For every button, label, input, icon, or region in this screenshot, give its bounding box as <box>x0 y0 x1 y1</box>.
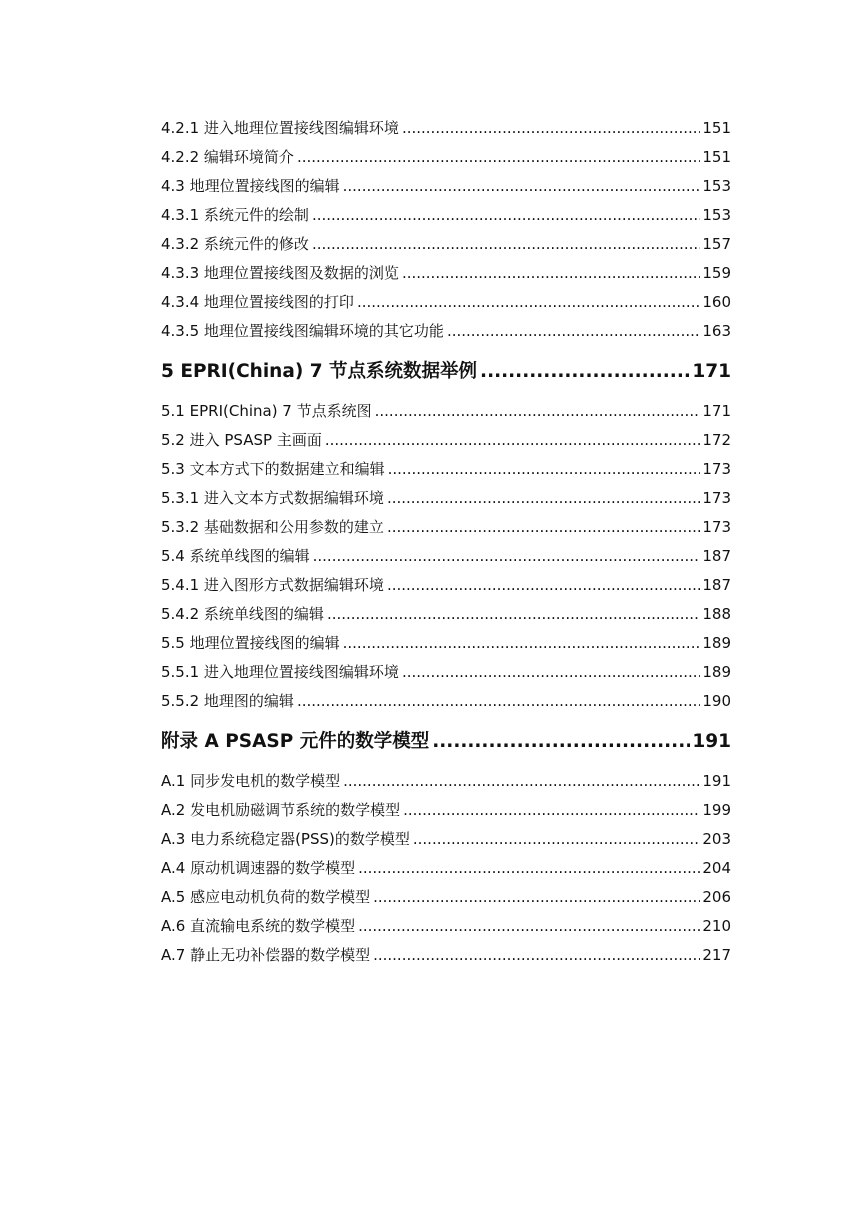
toc-entry-page: 173 <box>702 489 731 507</box>
toc-entry-5-5 <box>161 629 731 658</box>
dot-leader <box>413 825 700 854</box>
toc-entry-5-3 <box>161 455 731 484</box>
toc-entry-5-2 <box>161 426 731 455</box>
toc-entry-title: 5.4 系统单线图的编辑 <box>161 547 310 565</box>
toc-entry-page: 217 <box>702 946 731 964</box>
toc-entry-page: 171 <box>702 402 731 420</box>
toc-entry-page: 157 <box>702 235 731 253</box>
toc-entry-page: 199 <box>702 801 731 819</box>
toc-entry-title: 5.3 文本方式下的数据建立和编辑 <box>161 460 385 478</box>
dot-leader <box>358 854 700 883</box>
toc-chapter-5 <box>161 349 731 394</box>
toc-entry-title: 5.4.1 进入图形方式数据编辑环境 <box>161 576 384 594</box>
toc-entry-title: 4.3.1 系统元件的绘制 <box>161 206 309 224</box>
toc-entry-title: 5.5.2 地理图的编辑 <box>161 692 294 710</box>
toc-entry-a-7 <box>161 941 731 970</box>
toc-entry-title: A.3 电力系统稳定器(PSS)的数学模型 <box>161 830 410 848</box>
toc-entry-title: A.2 发电机励磁调节系统的数学模型 <box>161 801 401 819</box>
toc-entry-page: 151 <box>702 148 731 166</box>
dot-leader <box>325 426 701 455</box>
toc-entry-title: A.7 静止无功补偿器的数学模型 <box>161 946 371 964</box>
dot-leader <box>313 542 701 571</box>
dot-leader <box>402 114 700 143</box>
toc-entry-title: A.5 感应电动机负荷的数学模型 <box>161 888 371 906</box>
toc-entry-page: 151 <box>702 119 731 137</box>
toc-entry-page: 153 <box>702 177 731 195</box>
toc-entry-page: 204 <box>702 859 731 877</box>
toc-entry-5-4 <box>161 542 731 571</box>
toc-entry-title: A.4 原动机调速器的数学模型 <box>161 859 356 877</box>
toc-entry-5-4-2 <box>161 600 731 629</box>
dot-leader <box>357 288 700 317</box>
toc-entry-a-5 <box>161 883 731 912</box>
toc-entry-5-3-1 <box>161 484 731 513</box>
toc-entry-4-3-4 <box>161 288 731 317</box>
toc-entry-title: 4.3.3 地理位置接线图及数据的浏览 <box>161 264 399 282</box>
toc-entry-title: 5.5.1 进入地理位置接线图编辑环境 <box>161 663 399 681</box>
dot-leader <box>388 455 701 484</box>
dot-leader <box>373 883 700 912</box>
toc-entry-5-5-2 <box>161 687 731 716</box>
toc-entry-page: 189 <box>702 663 731 681</box>
toc-entry-a-2 <box>161 796 731 825</box>
dot-leader <box>403 796 700 825</box>
dot-leader <box>343 767 700 796</box>
dot-leader <box>480 349 690 394</box>
toc-entry-page: 190 <box>702 692 731 710</box>
toc-entry-title: 4.3.5 地理位置接线图编辑环境的其它功能 <box>161 322 444 340</box>
toc-entry-a-3 <box>161 825 731 854</box>
dot-leader <box>297 687 700 716</box>
table-of-contents <box>161 114 731 970</box>
dot-leader <box>312 201 700 230</box>
toc-entry-5-4-1 <box>161 571 731 600</box>
toc-chapter-title: 5 EPRI(China) 7 节点系统数据举例 <box>161 361 478 382</box>
toc-entry-page: 173 <box>702 518 731 536</box>
dot-leader <box>297 143 700 172</box>
toc-chapter-page: 171 <box>692 361 731 382</box>
dot-leader <box>312 230 700 259</box>
toc-entry-title: 5.5 地理位置接线图的编辑 <box>161 634 340 652</box>
toc-entry-page: 160 <box>702 293 731 311</box>
toc-entry-page: 210 <box>702 917 731 935</box>
toc-entry-4-3-1 <box>161 201 731 230</box>
dot-leader <box>358 912 700 941</box>
toc-entry-page: 206 <box>702 888 731 906</box>
toc-entry-page: 163 <box>702 322 731 340</box>
toc-entry-a-1 <box>161 767 731 796</box>
dot-leader <box>373 941 700 970</box>
toc-entry-4-2-2 <box>161 143 731 172</box>
toc-entry-page: 153 <box>702 206 731 224</box>
toc-entry-4-3 <box>161 172 731 201</box>
dot-leader <box>402 259 700 288</box>
toc-entry-4-3-2 <box>161 230 731 259</box>
dot-leader <box>387 513 700 542</box>
toc-entry-title: 4.2.1 进入地理位置接线图编辑环境 <box>161 119 399 137</box>
toc-entry-page: 191 <box>702 772 731 790</box>
toc-entry-4-2-1 <box>161 114 731 143</box>
toc-chapter-title: 附录 A PSASP 元件的数学模型 <box>161 731 430 752</box>
toc-entry-4-3-5 <box>161 317 731 346</box>
toc-entry-page: 172 <box>702 431 731 449</box>
toc-entry-page: 188 <box>702 605 731 623</box>
dot-leader <box>432 719 690 764</box>
dot-leader <box>402 658 700 687</box>
toc-entry-5-1 <box>161 397 731 426</box>
toc-entry-title: A.6 直流输电系统的数学模型 <box>161 917 356 935</box>
toc-entry-page: 187 <box>702 576 731 594</box>
toc-entry-4-3-3 <box>161 259 731 288</box>
toc-entry-5-5-1 <box>161 658 731 687</box>
toc-entry-title: 5.3.1 进入文本方式数据编辑环境 <box>161 489 384 507</box>
toc-entry-title: 4.3 地理位置接线图的编辑 <box>161 177 340 195</box>
toc-entry-page: 203 <box>702 830 731 848</box>
toc-entry-title: 5.4.2 系统单线图的编辑 <box>161 605 324 623</box>
dot-leader <box>375 397 701 426</box>
toc-entry-title: 4.3.2 系统元件的修改 <box>161 235 309 253</box>
dot-leader <box>447 317 700 346</box>
dot-leader <box>327 600 700 629</box>
toc-entry-a-4 <box>161 854 731 883</box>
toc-chapter-page: 191 <box>692 731 731 752</box>
toc-entry-page: 173 <box>702 460 731 478</box>
toc-entry-title: A.1 同步发电机的数学模型 <box>161 772 341 790</box>
dot-leader <box>387 571 700 600</box>
toc-entry-page: 189 <box>702 634 731 652</box>
toc-entry-page: 187 <box>702 547 731 565</box>
dot-leader <box>343 172 701 201</box>
toc-entry-title: 4.2.2 编辑环境简介 <box>161 148 294 166</box>
toc-entry-5-3-2 <box>161 513 731 542</box>
toc-entry-title: 4.3.4 地理位置接线图的打印 <box>161 293 354 311</box>
toc-entry-title: 5.2 进入 PSASP 主画面 <box>161 431 322 449</box>
dot-leader <box>343 629 701 658</box>
toc-entry-title: 5.3.2 基础数据和公用参数的建立 <box>161 518 384 536</box>
toc-entry-a-6 <box>161 912 731 941</box>
toc-chapter-appendix-a <box>161 719 731 764</box>
toc-entry-title: 5.1 EPRI(China) 7 节点系统图 <box>161 402 372 420</box>
dot-leader <box>387 484 700 513</box>
toc-entry-page: 159 <box>702 264 731 282</box>
